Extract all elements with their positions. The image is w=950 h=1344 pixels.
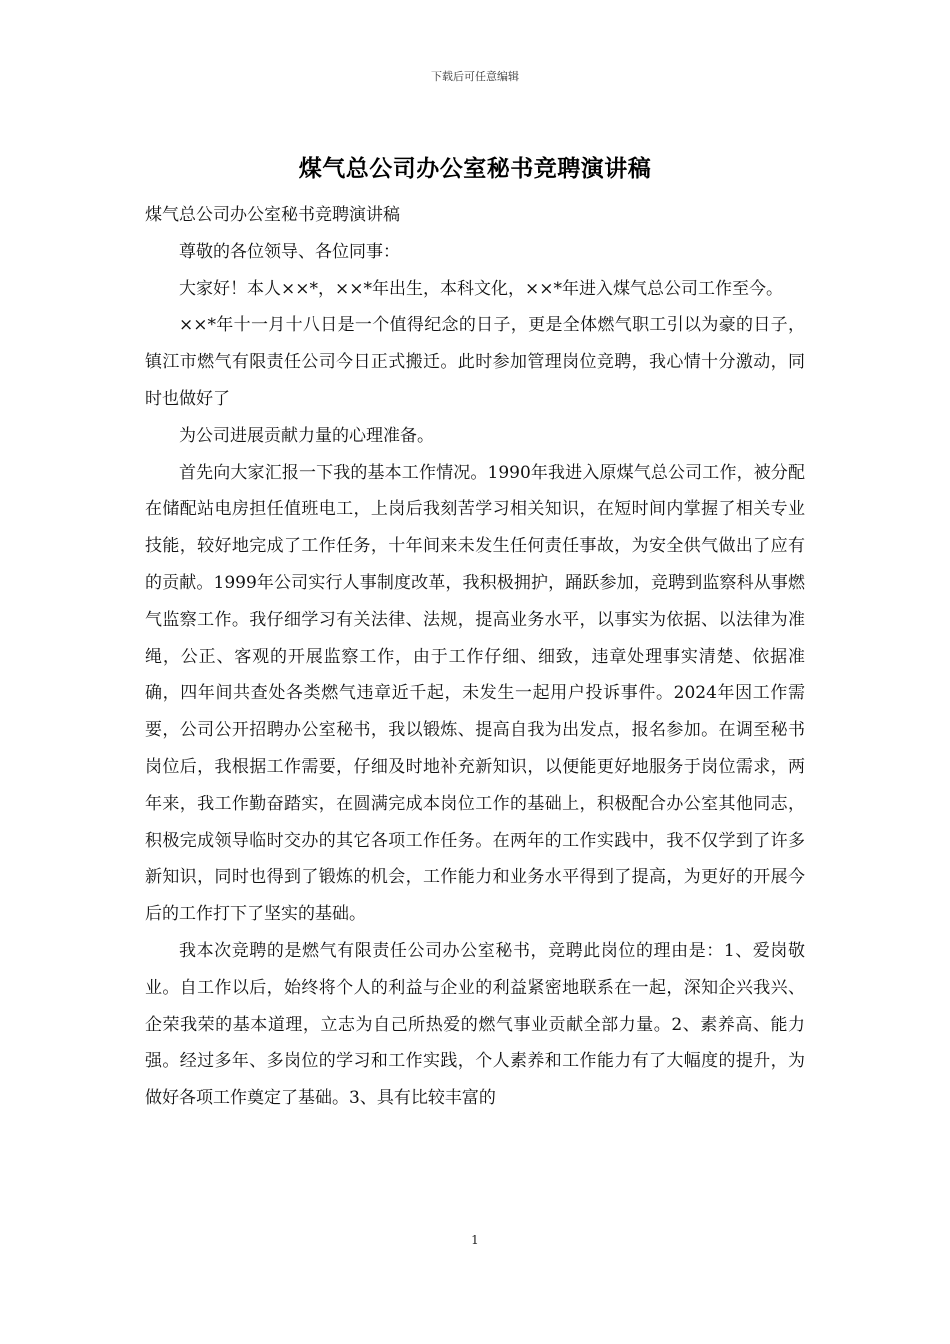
document-title: 煤气总公司办公室秘书竞聘演讲稿 (298, 155, 652, 182)
body-paragraph-reasons: 我本次竞聘的是燃气有限责任公司办公室秘书，竞聘此岗位的理由是：1、爱岗敬业。自工作以后，始终将个人的利益与企业的利益紧密地联系在一起，深知企兴我兴、企荣我荣的基本道理，立志为自己所热爱的燃气事业贡献全部力量。2、素养高、能力强。经过多年、多岗位的学习和工作实践，个人素养和工作能力有了大幅度的提升，为做好各项工作奠定了基础。3、具有比较丰富的 (145, 940, 805, 1109)
body-paragraph-subtitle: 煤气总公司办公室秘书竞聘演讲稿 (145, 205, 400, 225)
body-paragraph-salutation: 尊敬的各位领导、各位同事： (179, 241, 400, 262)
body-paragraph-preparation: 为公司进展贡献力量的心理准备。 (179, 425, 434, 446)
body-paragraph-introduction: 大家好！本人××*，××*年出生，本科文化，××*年进入煤气总公司工作至今。 (179, 278, 783, 299)
body-paragraph-occasion: ××*年十一月十八日是一个值得纪念的日子，更是全体燃气职工引以为豪的日子，镇江市燃气有限责任公司今日正式搬迁。此时参加管理岗位竞聘，我心情十分激动，同时也做好了 (145, 315, 805, 409)
document-body (145, 197, 805, 1117)
header-note: 下载后可任意编辑 (431, 70, 519, 83)
body-paragraph-work-history: 首先向大家汇报一下我的基本工作情况。1990年我进入原煤气总公司工作，被分配在储配站电房担任值班电工，上岗后我刻苦学习相关知识，在短时间内掌握了相关专业技能，较好地完成了工作任务，十年间来未发生任何责任事故，为安全供气做出了应有的贡献。1999年公司实行人事制度改革，我积极拥护，踊跃参加，竞聘到监察科从事燃气监察工作。我仔细学习有关法律、法规，提高业务水平，以事实为依据、以法律为准绳，公正、客观的开展监察工作，由于工作仔细、细致，违章处理事实清楚、依据准确，四年间共查处各类燃气违章近千起，未发生一起用户投诉事件。2024年因工作需要，公司公开招聘办公室秘书，我以锻炼、提高自我为出发点，报名参加。在调至秘书岗位后，我根据工作需要，仔细及时地补充新知识，以便能更好地服务于岗位需求，两年来，我工作勤奋踏实，在圆满完成本岗位工作的基础上，积极配合办公室其他同志，积极完成领导临时交办的其它各项工作任务。在两年的工作实践中，我不仅学到了许多新知识，同时也得到了锻炼的机会，工作能力和业务水平得到了提高，为更好的开展今后的工作打下了坚实的基础。 (145, 462, 805, 925)
page-number: 1 (471, 1233, 479, 1247)
